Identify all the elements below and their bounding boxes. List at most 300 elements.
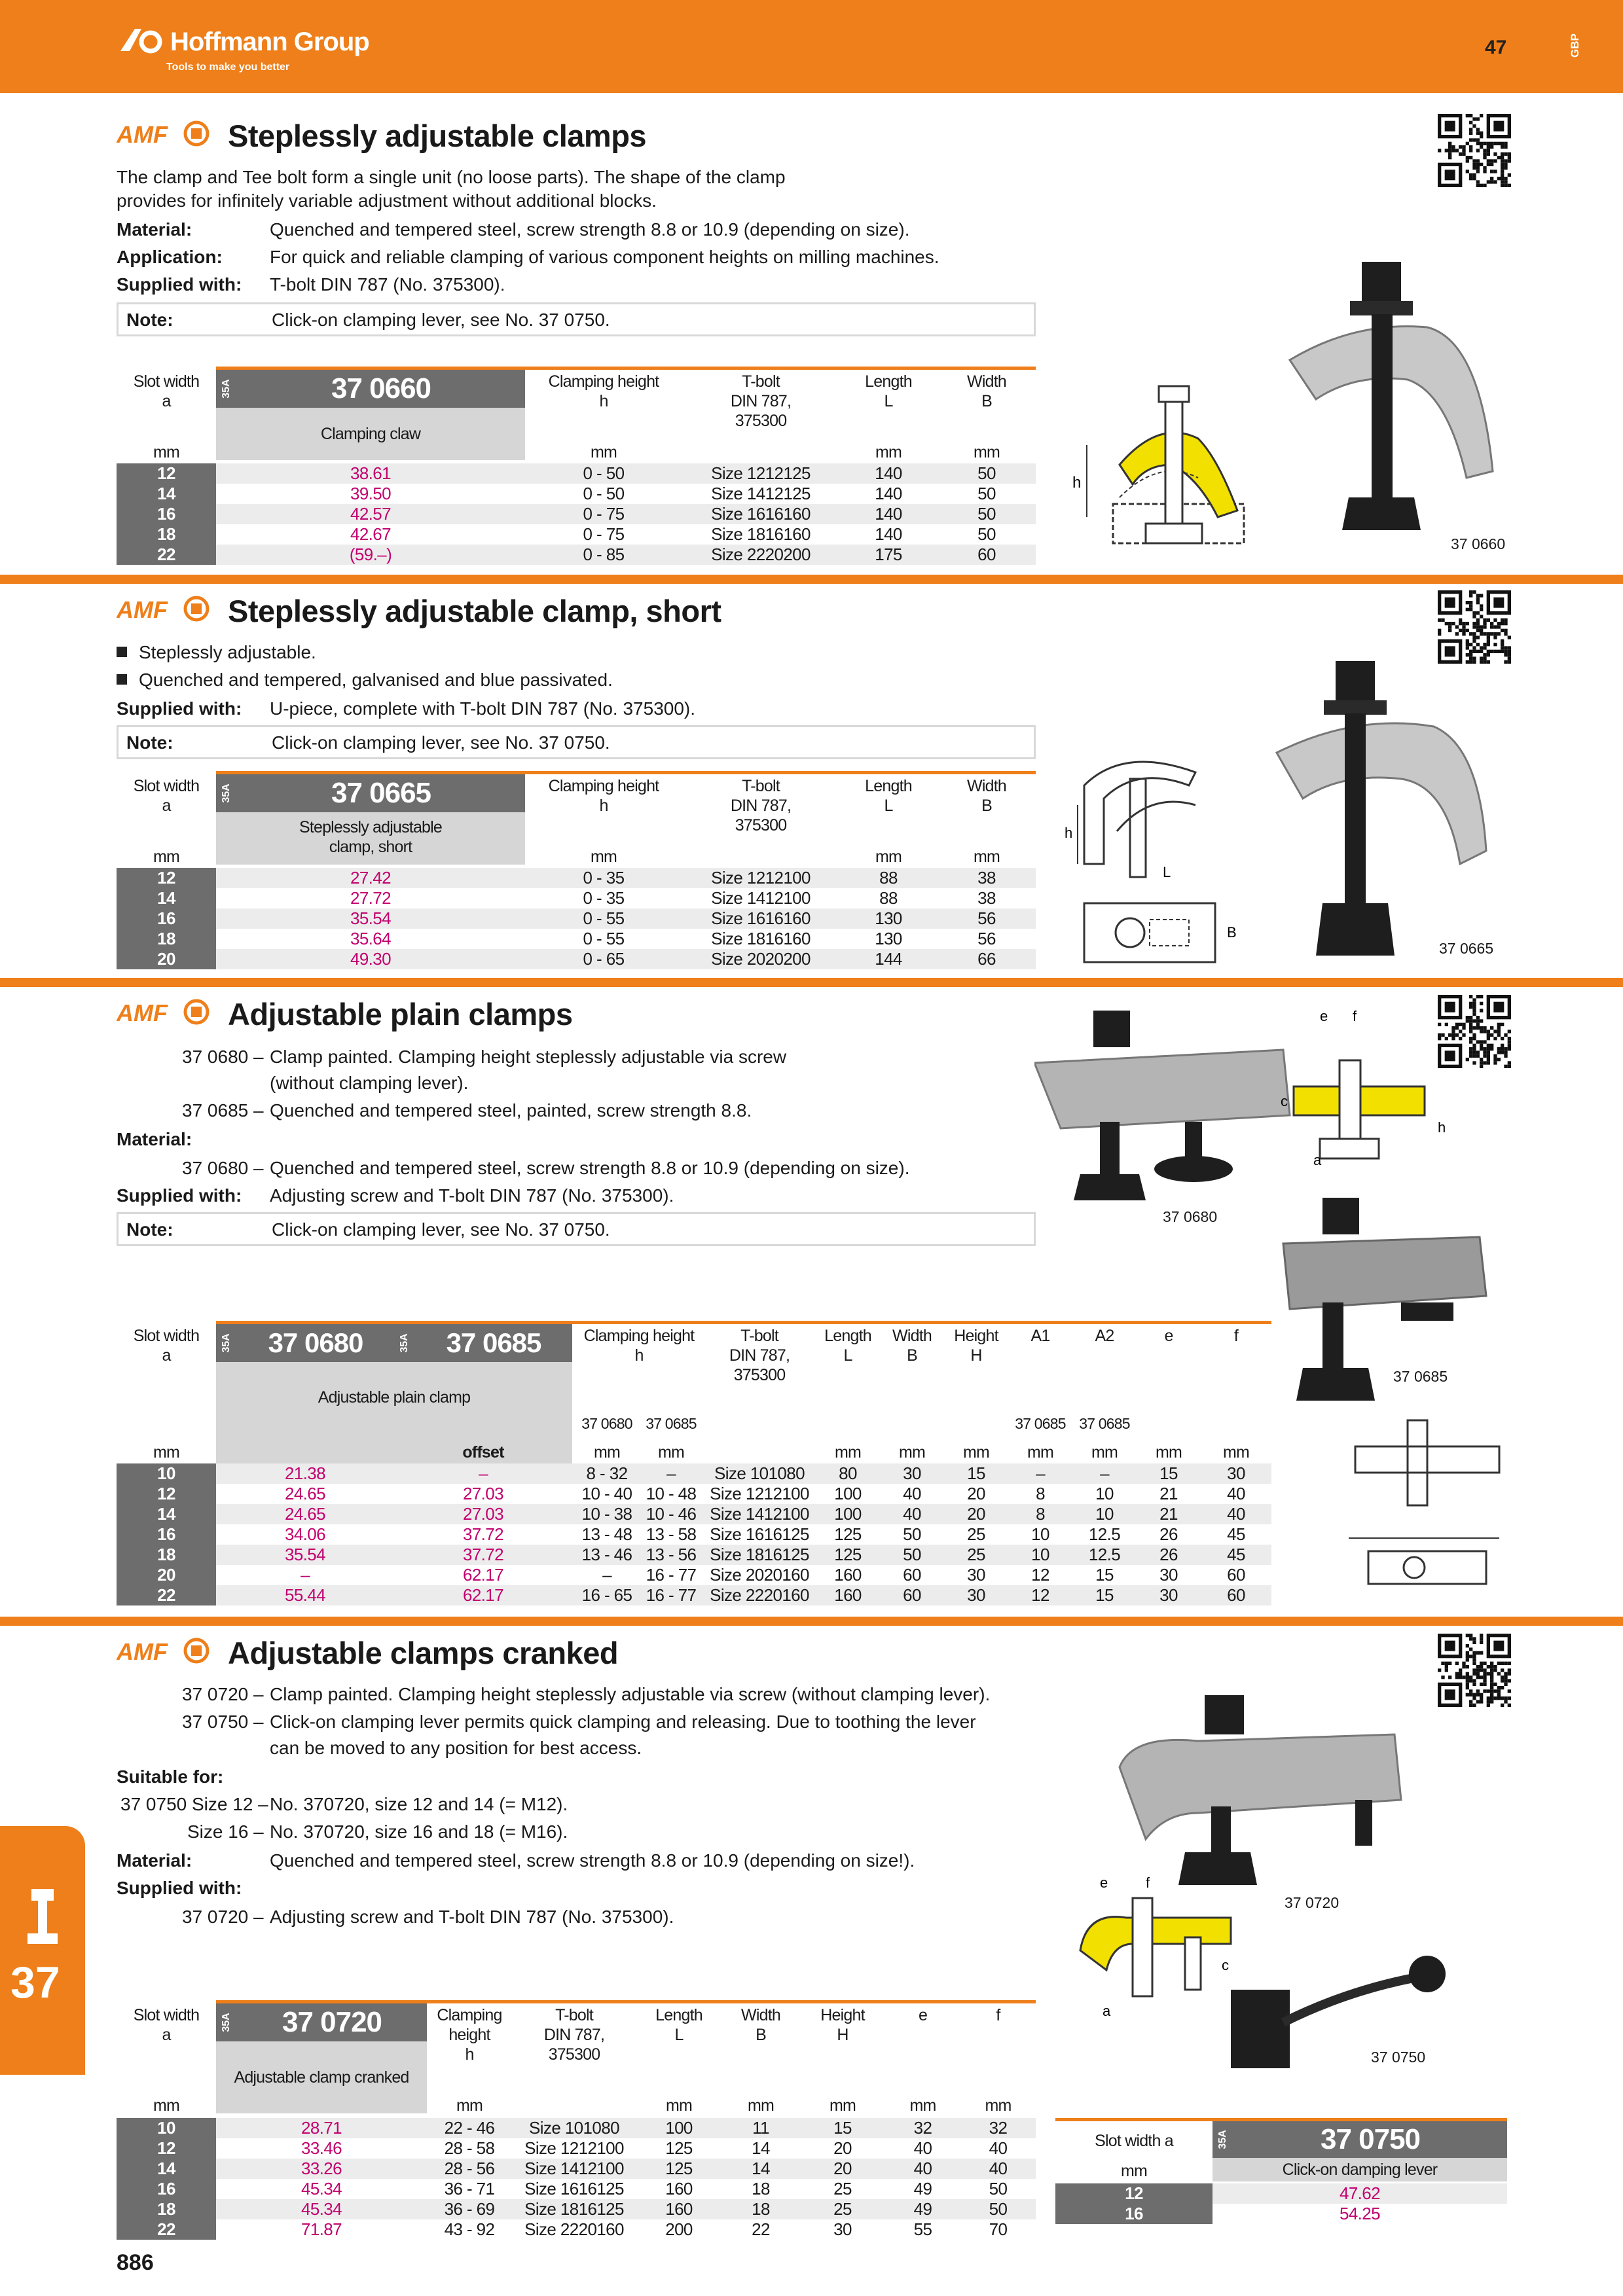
- variant-text: Clamp painted. Clamping height steplessly adjustable via screw: [270, 1047, 787, 1067]
- table-cell: 38: [977, 888, 996, 908]
- variant-code: 37 0680 –: [182, 1047, 264, 1067]
- table-cell: 60: [1227, 1585, 1245, 1605]
- table-cell: 14: [752, 2159, 770, 2178]
- table-cell: 25: [833, 2179, 852, 2198]
- table-cell: 30: [1227, 1463, 1245, 1483]
- table-row: [117, 1463, 1271, 1484]
- col-header: f: [1233, 1327, 1239, 1345]
- col-header: f: [996, 2006, 1000, 2024]
- page-number-top: 47: [1485, 37, 1507, 58]
- col-header: Length L: [865, 372, 912, 410]
- suitable-text: No. 370720, size 16 and 18 (= M16).: [270, 1821, 568, 1842]
- slot-width-cell: 14: [117, 2159, 216, 2179]
- table-cell: 30: [833, 2219, 852, 2239]
- col-header: T-bolt DIN 787, 375300: [730, 777, 792, 834]
- amf-logo-icon: [117, 594, 215, 624]
- svg-text:B: B: [1227, 924, 1237, 941]
- table-cell: 10: [1031, 1524, 1049, 1544]
- table-cell: 140: [875, 463, 902, 483]
- table-cell: 26: [1159, 1524, 1178, 1544]
- note-key: Note:: [126, 732, 173, 753]
- spec-key: Application:: [117, 247, 223, 267]
- svg-text:e: e: [1320, 1008, 1328, 1024]
- unit: mm: [153, 2096, 180, 2115]
- variant-code: 37 0750 –: [182, 1712, 264, 1732]
- article-description: Click-on damping lever: [1213, 2158, 1507, 2181]
- note-box: [117, 1212, 1036, 1246]
- unit: mm: [153, 443, 180, 461]
- table-cell: 125: [834, 1545, 862, 1564]
- svg-text:a: a: [1313, 1152, 1322, 1168]
- table-row: [117, 888, 1036, 908]
- slot-width-cell: 12: [117, 1484, 216, 1504]
- price-cell: 27.72: [350, 888, 392, 908]
- svg-text:AMF: AMF: [117, 596, 168, 623]
- col-header: Length L: [824, 1327, 871, 1365]
- unit: mm: [875, 848, 902, 866]
- clamp-photo: [1277, 249, 1499, 556]
- table-cell: –: [602, 1565, 611, 1585]
- note-value: Click-on clamping lever, see No. 37 0750.: [272, 732, 610, 753]
- table-cell: 130: [875, 908, 902, 928]
- price-cell: 35.54: [350, 908, 392, 928]
- table-cell: 10 - 40: [581, 1484, 632, 1503]
- table-cell: –: [666, 1463, 676, 1483]
- product-table: [117, 367, 1036, 576]
- table-cell: 100: [665, 2118, 693, 2138]
- cranked-clamp-photo: [1106, 1682, 1421, 1898]
- variant-text: Quenched and tempered steel, painted, screw strength 8.8.: [270, 1100, 752, 1121]
- hoffmann-logo-icon: [117, 25, 169, 56]
- table-row: [117, 1585, 1271, 1605]
- note-box: [117, 725, 1036, 759]
- price-cell: 27.03: [462, 1504, 504, 1524]
- table-cell: 40: [903, 1504, 921, 1524]
- image-caption: 37 0680: [1163, 1208, 1218, 1225]
- table-cell: Size 1212100: [524, 2138, 624, 2158]
- unit: mm: [665, 2096, 693, 2115]
- table-cell: 10 - 38: [581, 1504, 632, 1524]
- table-cell: 200: [665, 2219, 693, 2239]
- table-row: [117, 524, 1036, 545]
- table-cell: 50: [989, 2199, 1008, 2219]
- svg-text:h: h: [1072, 474, 1082, 492]
- unit: mm: [985, 2096, 1012, 2115]
- table-cell: 40: [1227, 1484, 1245, 1503]
- table-cell: Size 1616125: [524, 2179, 624, 2198]
- col-header: e: [1164, 1327, 1173, 1345]
- price-cell: –: [301, 1565, 310, 1585]
- price-cell: 62.17: [462, 1585, 504, 1605]
- sub-header: 37 0680: [581, 1415, 632, 1432]
- plain-clamp-diagram: [1281, 1008, 1451, 1172]
- table-cell: Size 101080: [529, 2118, 619, 2138]
- table-cell: 22 - 46: [444, 2118, 495, 2138]
- spec-value: For quick and reliable clamping of various component heights on milling machines.: [270, 247, 939, 267]
- section-title: Steplessly adjustable clamp, short: [228, 594, 721, 628]
- table-row: [117, 1565, 1271, 1585]
- table-cell: Size 1616160: [711, 504, 811, 524]
- price-cell: 54.25: [1339, 2204, 1381, 2223]
- variant-text: Quenched and tempered steel, screw strength 8.8 or 10.9 (depending on size).: [270, 1158, 910, 1178]
- table-cell: 80: [839, 1463, 857, 1483]
- unit: mm: [590, 443, 617, 461]
- table-row: [117, 504, 1036, 524]
- section-title: Adjustable clamps cranked: [228, 1636, 619, 1670]
- table-cell: 38: [977, 868, 996, 888]
- table-cell: 43 - 92: [444, 2219, 495, 2239]
- variant-text: can be moved to any position for best access.: [270, 1738, 642, 1758]
- table-cell: –: [1036, 1463, 1045, 1483]
- article-description: Adjustable plain clamp: [216, 1362, 572, 1433]
- col-header-offset: offset: [462, 1443, 504, 1462]
- plain-clamp-photo: [1034, 1004, 1296, 1213]
- table-cell: Size 1816160: [711, 524, 811, 544]
- table-cell: 50: [989, 2179, 1008, 2198]
- table-cell: Size 1816125: [710, 1545, 809, 1564]
- col-header: Height H: [954, 1327, 998, 1365]
- table-cell: –: [1100, 1463, 1109, 1483]
- table-cell: 40: [1227, 1504, 1245, 1524]
- article-number: 37 0750: [1233, 2121, 1507, 2158]
- col-header: Slot width a: [133, 372, 200, 410]
- price-cell: 47.62: [1339, 2183, 1381, 2203]
- product-table: [117, 771, 1036, 980]
- table-cell: 26: [1159, 1545, 1178, 1564]
- note-key: Note:: [126, 1219, 173, 1240]
- spec-value: T-bolt DIN 787 (No. 375300).: [270, 274, 505, 295]
- sub-header: 37 0685: [1015, 1415, 1066, 1432]
- col-header: Slot width a: [133, 1327, 200, 1365]
- table-cell: 50: [977, 484, 996, 503]
- category-badge: 35A: [394, 1324, 415, 1362]
- table-cell: 16 - 65: [581, 1585, 632, 1605]
- slot-width-cell: 22: [117, 545, 216, 565]
- slot-width-cell: 12: [117, 2138, 216, 2159]
- col-header: e: [918, 2006, 928, 2024]
- col-header: T-bolt DIN 787, 375300: [543, 2006, 605, 2064]
- col-header: Width B: [741, 2006, 780, 2044]
- col-header: T-bolt DIN 787, 375300: [730, 372, 792, 430]
- svg-text:f: f: [1146, 1874, 1150, 1891]
- article-number: 37 0680: [237, 1324, 394, 1362]
- qr-code-icon[interactable]: [1438, 590, 1511, 664]
- spec-key: Supplied with:: [117, 1878, 242, 1898]
- slot-width-cell: 18: [117, 1545, 216, 1565]
- variant-text: Clamp painted. Clamping height steplessly adjustable via screw (without clamping lever).: [270, 1684, 991, 1704]
- slot-width-cell: 12: [117, 463, 216, 484]
- slot-width-cell: 18: [117, 929, 216, 949]
- slot-width-cell: 16: [1055, 2204, 1213, 2224]
- chapter-tab[interactable]: [0, 1826, 85, 2075]
- spec-key: Suitable for:: [117, 1767, 224, 1787]
- unit: mm: [1091, 1443, 1118, 1462]
- table-cell: 13 - 58: [646, 1524, 697, 1544]
- spec-key: Supplied with:: [117, 274, 242, 295]
- slot-width-cell: 16: [117, 504, 216, 524]
- price-cell: 33.46: [301, 2138, 342, 2158]
- unit: mm: [1155, 1443, 1182, 1462]
- table-cell: 40: [903, 1484, 921, 1503]
- page-header: [0, 0, 1623, 93]
- table-cell: 8: [1036, 1504, 1045, 1524]
- region-code: GBP: [1569, 33, 1581, 58]
- table-cell: 36 - 71: [444, 2179, 495, 2198]
- table-cell: 20: [833, 2159, 852, 2178]
- variant-code: 37 0720 –: [182, 1684, 264, 1704]
- spec-value: U-piece, complete with T-bolt DIN 787 (No. 375300).: [270, 698, 696, 719]
- qr-code-icon[interactable]: [1438, 1634, 1511, 1707]
- table-row: [117, 868, 1036, 888]
- unit: mm: [1120, 2162, 1148, 2180]
- table-cell: Size 1616160: [711, 908, 811, 928]
- unit: mm: [834, 1443, 862, 1462]
- table-cell: 22: [752, 2219, 770, 2239]
- svg-text:AMF: AMF: [117, 121, 168, 148]
- image-caption: 37 0660: [1451, 535, 1506, 552]
- price-cell: 35.64: [350, 929, 392, 948]
- variant-text: (without clamping lever).: [270, 1073, 469, 1093]
- col-header: Length L: [865, 777, 912, 815]
- table-cell: 25: [833, 2199, 852, 2219]
- table-row: [117, 2159, 1036, 2179]
- note-box: [117, 302, 1036, 336]
- table-cell: 36 - 69: [444, 2199, 495, 2219]
- table-cell: 10: [1031, 1545, 1049, 1564]
- table-cell: 0 - 35: [583, 868, 625, 888]
- image-caption: 37 0720: [1285, 1894, 1340, 1911]
- table-cell: 40: [913, 2138, 932, 2158]
- price-cell: 37.72: [462, 1524, 504, 1544]
- table-cell: 20: [967, 1504, 985, 1524]
- table-cell: 49: [913, 2179, 932, 2198]
- table-cell: 70: [989, 2219, 1008, 2239]
- table-cell: Size 2220200: [711, 545, 811, 564]
- unit: mm: [962, 1443, 990, 1462]
- table-row: [117, 1504, 1271, 1524]
- article-number: 37 0660: [237, 370, 525, 408]
- table-cell: 30: [903, 1463, 921, 1483]
- price-cell: 27.42: [350, 868, 392, 888]
- table-cell: 0 - 65: [583, 949, 625, 969]
- cranked-clamp-diagram: [1074, 1872, 1244, 2022]
- slot-width-cell: 14: [117, 484, 216, 504]
- col-header: Width B: [892, 1327, 932, 1365]
- table-cell: 130: [875, 929, 902, 948]
- table-cell: 10: [1095, 1504, 1114, 1524]
- brand-tagline: Tools to make you better: [166, 62, 290, 73]
- table-cell: 12: [1031, 1565, 1049, 1585]
- table-cell: Size 1412100: [710, 1504, 809, 1524]
- product-table: [117, 1321, 1271, 1609]
- variant-code: 37 0685 –: [182, 1100, 264, 1121]
- table-cell: 0 - 55: [583, 929, 625, 948]
- svg-text:h: h: [1065, 825, 1073, 841]
- slot-width-cell: 10: [117, 1463, 216, 1484]
- price-cell: 38.61: [350, 463, 392, 483]
- category-badge: 35A: [216, 2003, 237, 2041]
- table-cell: 140: [875, 524, 902, 544]
- bullet-item: Steplessly adjustable.: [117, 641, 316, 664]
- article-description: Steplessly adjustable clamp, short: [216, 812, 525, 865]
- table-cell: 60: [903, 1565, 921, 1585]
- article-number: 37 0685: [415, 1324, 572, 1362]
- price-cell: 24.65: [284, 1484, 326, 1503]
- spec-key: Material:: [117, 219, 192, 240]
- image-caption: 37 0685: [1393, 1368, 1448, 1385]
- table-cell: Size 2220160: [710, 1585, 809, 1605]
- svg-text:f: f: [1353, 1008, 1357, 1024]
- variant-text: Adjusting screw and T-bolt DIN 787 (No. 375300).: [270, 1907, 674, 1927]
- table-cell: 88: [879, 868, 898, 888]
- table-cell: 25: [967, 1545, 985, 1564]
- clamp-short-diagram: [1065, 746, 1254, 982]
- unit: mm: [657, 1443, 685, 1462]
- sub-header: 37 0685: [646, 1415, 697, 1432]
- table-cell: 18: [752, 2199, 770, 2219]
- price-cell: 21.38: [284, 1463, 326, 1483]
- variant-code: 37 0680 –: [182, 1158, 264, 1178]
- svg-text:L: L: [1163, 864, 1171, 880]
- suitable-code: Size 16 –: [187, 1821, 264, 1842]
- table-cell: 10 - 48: [646, 1484, 697, 1503]
- table-row: [117, 1545, 1271, 1565]
- section-divider: [0, 575, 1623, 584]
- table-cell: 50: [977, 504, 996, 524]
- spec-key: Material:: [117, 1129, 192, 1149]
- table-cell: 16 - 77: [646, 1585, 697, 1605]
- svg-text:c: c: [1281, 1093, 1288, 1109]
- table-cell: 13 - 46: [581, 1545, 632, 1564]
- table-row: [117, 929, 1036, 949]
- image-caption: 37 0665: [1439, 940, 1494, 957]
- plain-clamp-offset-diagram: [1342, 1407, 1512, 1604]
- table-cell: 60: [977, 545, 996, 564]
- table-row: [117, 949, 1036, 969]
- col-header: Height H: [820, 2006, 865, 2044]
- table-cell: Size 1816160: [711, 929, 811, 948]
- unit: mm: [590, 848, 617, 866]
- table-cell: 10: [1095, 1484, 1114, 1503]
- table-cell: 13 - 56: [646, 1545, 697, 1564]
- spec-value: Quenched and tempered steel, screw strength 8.8 or 10.9 (depending on size).: [270, 219, 910, 240]
- table-cell: 0 - 75: [583, 504, 625, 524]
- table-cell: 40: [913, 2159, 932, 2178]
- table-cell: Size 2220160: [524, 2219, 624, 2239]
- table-cell: 12: [1031, 1585, 1049, 1605]
- unit: mm: [593, 1443, 621, 1462]
- table-row: [117, 2179, 1036, 2199]
- col-header: Slot width a: [1095, 2132, 1173, 2150]
- table-cell: 10 - 46: [646, 1504, 697, 1524]
- unit: mm: [973, 443, 1000, 461]
- qr-code-icon[interactable]: [1438, 995, 1511, 1068]
- table-cell: 30: [1159, 1585, 1178, 1605]
- slot-width-cell: 16: [117, 1524, 216, 1545]
- image-caption: 37 0750: [1371, 2049, 1426, 2066]
- svg-text:h: h: [1438, 1119, 1446, 1136]
- page-number-bottom: 886: [117, 2250, 154, 2275]
- table-row: [117, 908, 1036, 929]
- table-cell: 0 - 55: [583, 908, 625, 928]
- table-cell: 160: [834, 1585, 862, 1605]
- slot-width-cell: 16: [117, 2179, 216, 2199]
- price-cell: 42.57: [350, 504, 392, 524]
- table-cell: 160: [665, 2179, 693, 2198]
- spec-key: Supplied with:: [117, 1185, 242, 1206]
- slot-width-cell: 20: [117, 949, 216, 969]
- table-cell: 50: [977, 524, 996, 544]
- price-cell: 45.34: [301, 2199, 342, 2219]
- svg-text:AMF: AMF: [117, 999, 168, 1026]
- table-cell: 20: [833, 2138, 852, 2158]
- table-cell: 18: [752, 2179, 770, 2198]
- price-cell: 37.72: [462, 1545, 504, 1564]
- table-cell: 45: [1227, 1524, 1245, 1544]
- col-header: Clamping height h: [548, 372, 659, 410]
- col-header: Width B: [967, 372, 1006, 410]
- table-cell: Size 2020160: [710, 1565, 809, 1585]
- table-cell: Size 2020200: [711, 949, 811, 969]
- variant-code: 37 0720 –: [182, 1907, 264, 1927]
- col-header: Slot width a: [133, 777, 200, 815]
- note-key: Note:: [126, 310, 173, 330]
- table-cell: Size 1212125: [711, 463, 811, 483]
- svg-text:AMF: AMF: [117, 1638, 168, 1665]
- table-cell: 16 - 77: [646, 1565, 697, 1585]
- clamp-icon: [25, 1889, 60, 1948]
- variant-text: Click-on clamping lever permits quick clamping and releasing. Due to toothing the lever: [270, 1712, 976, 1732]
- table-cell: 50: [977, 463, 996, 483]
- unit: mm: [898, 1443, 926, 1462]
- category-badge: 35A: [1213, 2121, 1233, 2158]
- table-row: [117, 545, 1036, 565]
- slot-width-cell: 16: [117, 908, 216, 929]
- table-cell: 50: [903, 1545, 921, 1564]
- unit: mm: [1222, 1443, 1250, 1462]
- spec-key: Supplied with:: [117, 698, 242, 719]
- section-divider: [0, 1617, 1623, 1626]
- table-cell: 21: [1159, 1504, 1178, 1524]
- table-cell: Size 1412100: [524, 2159, 624, 2178]
- article-description: Adjustable clamp cranked: [216, 2041, 427, 2113]
- price-cell: 45.34: [301, 2179, 342, 2198]
- price-cell: –: [479, 1463, 488, 1483]
- table-cell: Size 1412125: [711, 484, 811, 503]
- slot-width-cell: 10: [117, 2118, 216, 2138]
- table-cell: 88: [879, 888, 898, 908]
- unit: mm: [153, 1443, 180, 1462]
- table-cell: 60: [903, 1585, 921, 1605]
- qr-code-icon[interactable]: [1438, 114, 1511, 187]
- article-number: 37 0665: [237, 774, 525, 812]
- slot-width-cell: 20: [117, 1565, 216, 1585]
- table-cell: Size 1212100: [711, 868, 811, 888]
- col-header: Length L: [655, 2006, 702, 2044]
- table-cell: 0 - 50: [583, 463, 625, 483]
- table-cell: 144: [875, 949, 902, 969]
- table-cell: 14: [752, 2138, 770, 2158]
- col-header: Clamping height h: [583, 1327, 695, 1365]
- table-cell: 30: [967, 1585, 985, 1605]
- svg-text:c: c: [1222, 1957, 1229, 1973]
- unit: mm: [829, 2096, 856, 2115]
- table-cell: 125: [665, 2138, 693, 2158]
- col-header: Slot width a: [133, 2006, 200, 2044]
- table-cell: 32: [989, 2118, 1008, 2138]
- table-cell: 25: [967, 1524, 985, 1544]
- table-cell: 28 - 56: [444, 2159, 495, 2178]
